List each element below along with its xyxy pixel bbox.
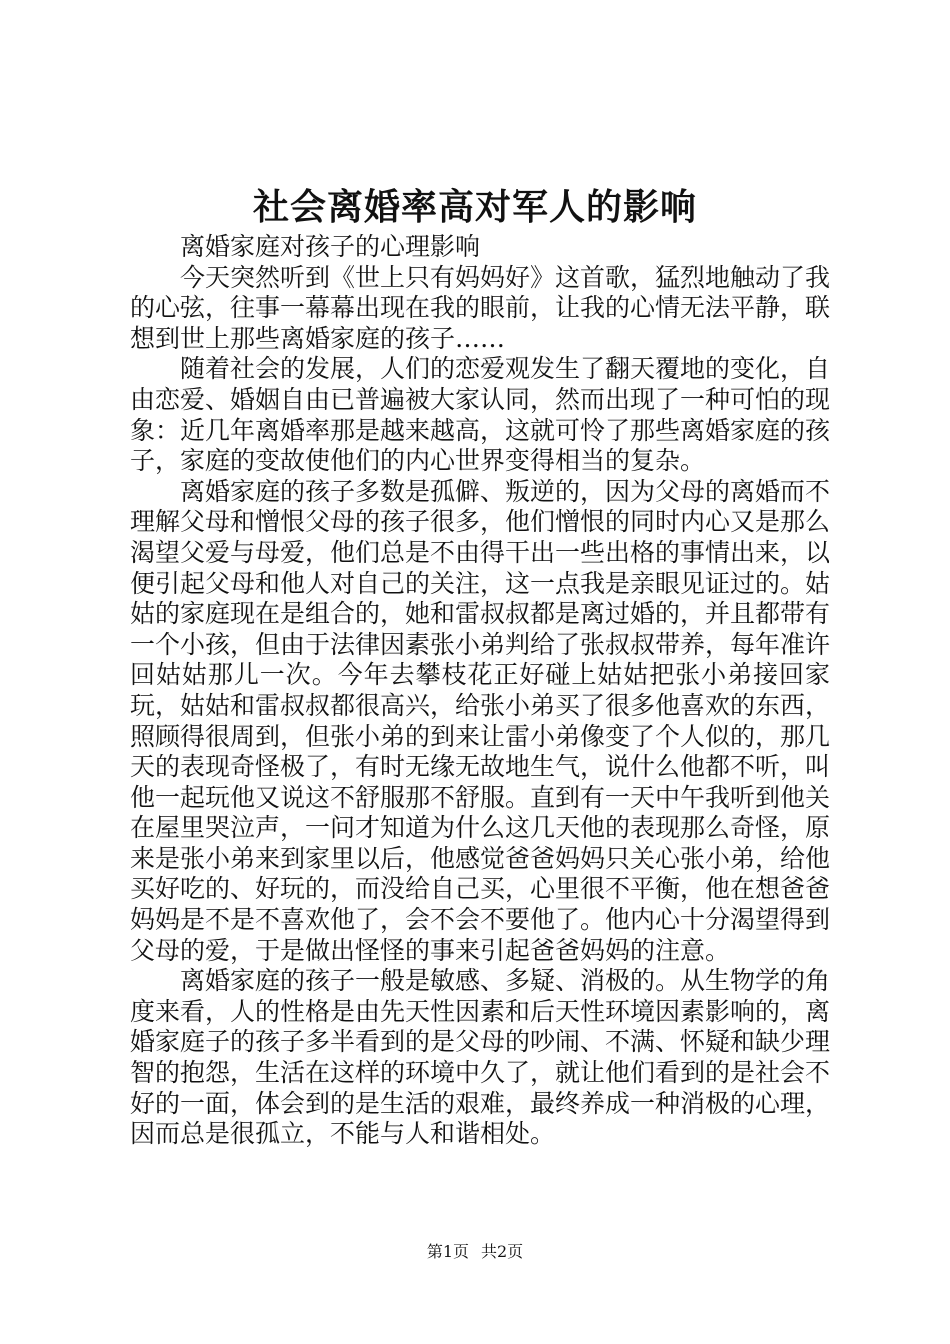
- page-total: 共2页: [481, 1242, 524, 1261]
- document-title: 社会离婚率高对军人的影响: [252, 186, 697, 228]
- page-number: 第1页: [426, 1242, 469, 1261]
- subtitle-paragraph: 离婚家庭对孩子的心理影响: [180, 232, 481, 261]
- document-body: [130, 232, 830, 1150]
- body-paragraph: 离婚家庭的孩子一般是敏感、多疑、消极的。从生物学的角度来看，人的性格是由先天性因素和后天性环境因素影响的，离婚家庭子的孩子多半看到的是父母的吵闹、不满、怀疑和缺少理智的抱怨，生活在这样的环境中久了，就让他们看到的是社会不好的一面，体会到的是生活的艰难，最终养成一种消极的心理，因而总是很孤立，不能与人和谐相处。: [130, 966, 831, 1149]
- body-paragraph: 离婚家庭的孩子多数是孤僻、叛逆的，因为父母的离婚而不理解父母和憎恨父母的孩子很多，他们憎恨的同时内心又是那么渴望父爱与母爱，他们总是不由得干出一些出格的事情出来，以便引起父母和他人对自己的关注，这一点我是亲眼见证过的。姑姑的家庭现在是组合的，她和雷叔叔都是离过婚的，并且都带有一个小孩，但由于法律因素张小弟判给了张叔叔带养，每年准许回姑姑那儿一次。今年去攀枝花正好碰上姑姑把张小弟接回家玩，姑姑和雷叔叔都很高兴，给张小弟买了很多他喜欢的东西，照顾得很周到，但张小弟的到来让雷小弟像变了个人似的，那几天的表现奇怪极了，有时无缘无故地生气，说什么他都不听，叫他一起玩他又说这不舒服那不舒服。直到有一天中午我听到他关在屋里哭泣声，一问才知道为什么这几天他的表现那么奇怪，原来是张小弟来到家里以后，他感觉爸爸妈妈只关心张小弟，给他买好吃的、好玩的，而没给自己买，心里很不平衡，他在想爸爸妈妈是不是不喜欢他了，会不会不要他了。他内心十分渴望得到父母的爱，于是做出怪怪的事来引起爸爸妈妈的注意。: [130, 476, 831, 965]
- body-paragraph: 随着社会的发展，人们的恋爱观发生了翻天覆地的变化，自由恋爱、婚姻自由已普遍被大家认同，然而出现了一种可怕的现象：近几年离婚率那是越来越高，这就可怜了那些离婚家庭的孩子，家庭的变故使他们的内心世界变得相当的复杂。: [130, 354, 831, 476]
- body-paragraph: 今天突然听到《世上只有妈妈好》这首歌，猛烈地触动了我的心弦，往事一幕幕出现在我的眼前，让我的心情无法平静，联想到世上那些离婚家庭的孩子……: [130, 262, 831, 353]
- page-footer: [0, 1240, 950, 1264]
